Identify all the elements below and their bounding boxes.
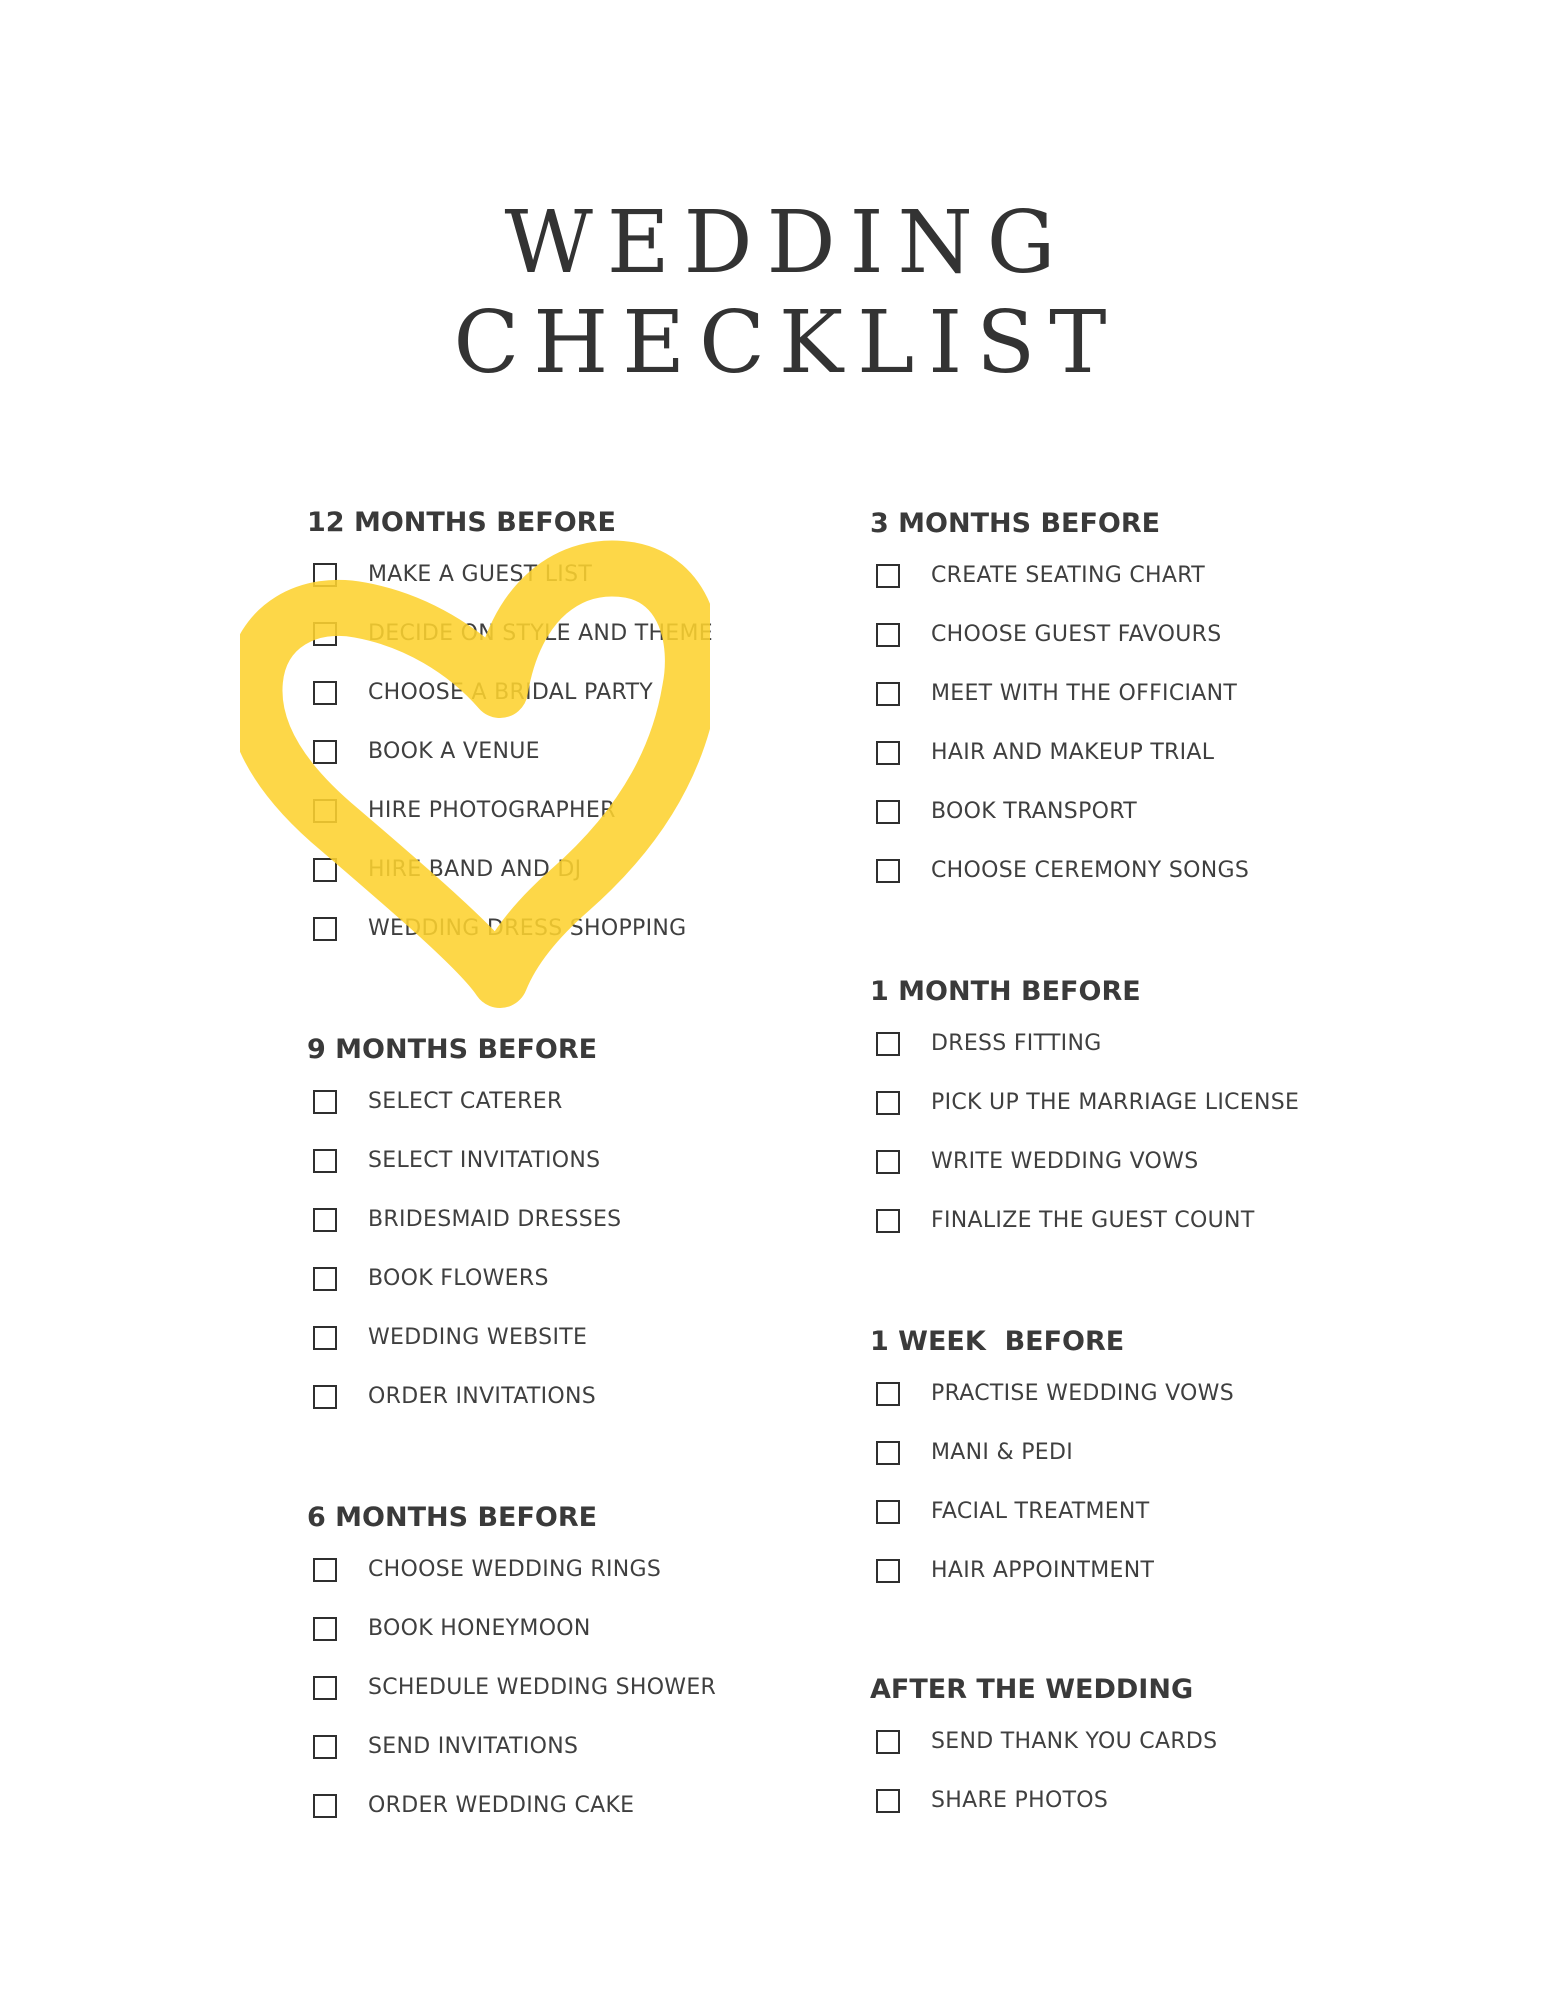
section-9-months-before [307, 1028, 621, 1426]
checklist-item-label: MAKE A GUEST LIST [368, 562, 593, 587]
checklist-item-label: SHARE PHOTOS [931, 1788, 1109, 1813]
checkbox[interactable] [876, 682, 900, 706]
checklist-item[interactable] [307, 545, 713, 604]
checklist-item[interactable] [870, 1132, 1299, 1191]
checkbox[interactable] [876, 1382, 900, 1406]
section-heading: 3 MONTHS BEFORE [870, 508, 1161, 539]
section-heading: 6 MONTHS BEFORE [307, 1502, 598, 1533]
checklist-item-label: ORDER INVITATIONS [368, 1384, 597, 1409]
checkbox[interactable] [876, 859, 900, 883]
section-heading: 1 MONTH BEFORE [870, 976, 1141, 1007]
checkbox[interactable] [313, 1676, 337, 1700]
checklist-item[interactable] [870, 1014, 1299, 1073]
checklist-item-label: PRACTISE WEDDING VOWS [931, 1381, 1234, 1406]
checklist-item-label: MANI & PEDI [931, 1440, 1074, 1465]
checklist-item-label: MEET WITH THE OFFICIANT [931, 681, 1238, 706]
checklist-item[interactable] [307, 604, 713, 663]
checklist-item-label: SELECT INVITATIONS [368, 1148, 601, 1173]
checklist-item[interactable] [307, 1249, 621, 1308]
checkbox[interactable] [313, 1149, 337, 1173]
checklist-item[interactable] [870, 664, 1249, 723]
checklist-item-label: CHOOSE GUEST FAVOURS [931, 622, 1222, 647]
checklist-item-label: WEDDING WEBSITE [368, 1325, 588, 1350]
checkbox[interactable] [313, 858, 337, 882]
checklist-item[interactable] [307, 1599, 716, 1658]
checkbox[interactable] [876, 1559, 900, 1583]
checkbox[interactable] [313, 563, 337, 587]
checkbox[interactable] [313, 622, 337, 646]
checklist-item[interactable] [307, 1308, 621, 1367]
checkbox[interactable] [313, 1208, 337, 1232]
section-1-month-before [870, 970, 1299, 1250]
checklist-item-label: HAIR AND MAKEUP TRIAL [931, 740, 1215, 765]
checkbox[interactable] [876, 1789, 900, 1813]
checklist-item-label: CHOOSE A BRIDAL PARTY [368, 680, 653, 705]
checklist-item-label: HIRE BAND AND DJ [368, 857, 582, 882]
section-12-months-before [307, 501, 713, 958]
checklist-item[interactable] [870, 1364, 1234, 1423]
checklist-item-label: WEDDING DRESS SHOPPING [368, 916, 687, 941]
checklist-item[interactable] [307, 1072, 621, 1131]
checklist-item[interactable] [307, 781, 713, 840]
checkbox[interactable] [876, 1032, 900, 1056]
checklist-item[interactable] [307, 1540, 716, 1599]
section-heading: 12 MONTHS BEFORE [307, 507, 616, 538]
checklist-item-label: CHOOSE CEREMONY SONGS [931, 858, 1250, 883]
checklist-item-label: BRIDESMAID DRESSES [368, 1207, 622, 1232]
checklist-item[interactable] [870, 782, 1249, 841]
checkbox[interactable] [876, 1091, 900, 1115]
checklist-item-label: BOOK FLOWERS [368, 1266, 549, 1291]
checkbox[interactable] [313, 1267, 337, 1291]
checklist-item-label: CHOOSE WEDDING RINGS [368, 1557, 662, 1582]
section-heading: 1 WEEK BEFORE [870, 1326, 1125, 1357]
checklist-item[interactable] [870, 841, 1249, 900]
checkbox[interactable] [876, 1441, 900, 1465]
checkbox[interactable] [876, 1730, 900, 1754]
checklist-item-label: SEND THANK YOU CARDS [931, 1729, 1218, 1754]
checklist-item[interactable] [307, 722, 713, 781]
checkbox[interactable] [313, 681, 337, 705]
checkbox[interactable] [313, 799, 337, 823]
checklist-item-label: DECIDE ON STYLE AND THEME [368, 621, 713, 646]
section-3-months-before [870, 502, 1249, 900]
checklist-item[interactable] [307, 1658, 716, 1717]
page-title-line-2: CHECKLIST [453, 293, 1121, 393]
checklist-item[interactable] [870, 1712, 1217, 1771]
checklist-item-label: WRITE WEDDING VOWS [931, 1149, 1199, 1174]
checkbox[interactable] [313, 1385, 337, 1409]
checklist-item[interactable] [307, 1776, 716, 1835]
section-6-months-before [307, 1496, 716, 1835]
checkbox[interactable] [876, 1209, 900, 1233]
checklist-item[interactable] [307, 1190, 621, 1249]
checkbox[interactable] [876, 564, 900, 588]
checkbox[interactable] [313, 740, 337, 764]
checkbox[interactable] [876, 1150, 900, 1174]
checklist-item-label: FINALIZE THE GUEST COUNT [931, 1208, 1255, 1233]
checklist-item-label: BOOK TRANSPORT [931, 799, 1137, 824]
checklist-item[interactable] [870, 1191, 1299, 1250]
checklist-item[interactable] [307, 899, 713, 958]
section-heading: 9 MONTHS BEFORE [307, 1034, 598, 1065]
section-1-week-before [870, 1320, 1234, 1600]
checkbox[interactable] [876, 800, 900, 824]
checklist-item[interactable] [870, 1541, 1234, 1600]
checklist-item[interactable] [870, 1073, 1299, 1132]
checkbox[interactable] [313, 1735, 337, 1759]
checklist-item-label: FACIAL TREATMENT [931, 1499, 1150, 1524]
checklist-item[interactable] [870, 723, 1249, 782]
checkbox[interactable] [313, 1090, 337, 1114]
checklist-item-label: DRESS FITTING [931, 1031, 1102, 1056]
checklist-item-label: PICK UP THE MARRIAGE LICENSE [931, 1090, 1300, 1115]
checklist-item-label: ORDER WEDDING CAKE [368, 1793, 635, 1818]
checklist-item[interactable] [307, 1131, 621, 1190]
checklist-item-label: BOOK A VENUE [368, 739, 540, 764]
checklist-item-label: SCHEDULE WEDDING SHOWER [368, 1675, 717, 1700]
checkbox[interactable] [313, 1326, 337, 1350]
section-heading: AFTER THE WEDDING [870, 1674, 1194, 1705]
checkbox[interactable] [313, 1617, 337, 1641]
checklist-item[interactable] [870, 1423, 1234, 1482]
checklist-item[interactable] [307, 1367, 621, 1426]
checklist-item-label: HIRE PHOTOGRAPHER [368, 798, 616, 823]
checkbox[interactable] [313, 917, 337, 941]
checkbox[interactable] [876, 741, 900, 765]
checklist-item[interactable] [307, 663, 713, 722]
checkbox[interactable] [876, 623, 900, 647]
checklist-item-label: SEND INVITATIONS [368, 1734, 579, 1759]
checkbox[interactable] [313, 1558, 337, 1582]
checklist-item[interactable] [307, 1717, 716, 1776]
section-after-the-wedding [870, 1668, 1217, 1830]
checklist-item[interactable] [870, 1771, 1217, 1830]
page-title-line-1: WEDDING [504, 193, 1070, 293]
checklist-item[interactable] [307, 840, 713, 899]
checkbox[interactable] [876, 1500, 900, 1524]
checklist-item-label: HAIR APPOINTMENT [931, 1558, 1155, 1583]
checklist-item[interactable] [870, 546, 1249, 605]
checklist-item[interactable] [870, 1482, 1234, 1541]
checkbox[interactable] [313, 1794, 337, 1818]
checklist-item-label: CREATE SEATING CHART [931, 563, 1205, 588]
checklist-item-label: SELECT CATERER [368, 1089, 563, 1114]
checklist-item-label: BOOK HONEYMOON [368, 1616, 591, 1641]
checklist-item[interactable] [870, 605, 1249, 664]
